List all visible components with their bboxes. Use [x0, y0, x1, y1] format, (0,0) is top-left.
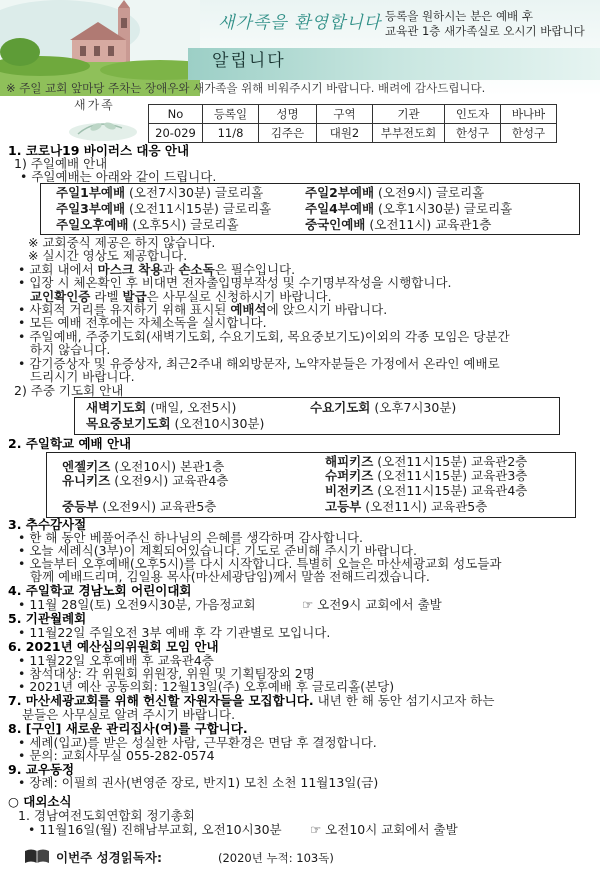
section-3-title: 3. 추수감사절: [8, 517, 87, 532]
school-name: 중등부: [62, 499, 99, 514]
table-cell: 20-029: [149, 124, 203, 143]
prayer-time: (매일, 오전5시): [146, 400, 237, 415]
keyword: 교인확인증: [30, 289, 91, 304]
table-cell: 부부전도회: [373, 124, 445, 143]
section-1-sub1: 1) 주일예배 안내: [14, 156, 108, 171]
outside-news-item: 1. 경남여전도회연합회 정기총회: [18, 808, 195, 823]
table-header-cell: 인도자: [445, 105, 501, 124]
guide-line: 교육관 1층 새가족실로 오시기 바랍니다: [385, 24, 585, 38]
condolence-line: • 장례: 이필희 권사(변영준 장로, 반지1) 모친 소천 11월13일(금): [18, 775, 379, 790]
section-6-title: 6. 2021년 예산심의위원회 모임 안내: [8, 639, 219, 654]
text: 은 사무실로 신청하시기 바랍니다.: [146, 289, 332, 304]
table-cell: 11/8: [203, 124, 259, 143]
budget-line-3: • 2021년 예산 공동의회: 12월13일(주) 오후예배 후 글로리홀(본당): [18, 679, 395, 694]
table-row: [149, 124, 557, 143]
text: 에 앉으시기 바랍니다.: [266, 302, 388, 317]
welcome-slogan: 새가족을 환영합니다: [218, 13, 382, 33]
table-header-cell: No: [149, 105, 203, 124]
school-name: 유니키즈: [62, 473, 111, 488]
school-uni: [62, 474, 228, 488]
section-2-title: 2. 주일학교 예배 안내: [8, 436, 132, 451]
hiring-line-2: • 문의: 교회사무실 055-282-0574: [18, 748, 215, 763]
table-cell: 한성구: [445, 124, 501, 143]
notice-title: 알립니다: [212, 51, 286, 71]
section-1-title: 1. 코로나19 바이러스 대응 안내: [8, 143, 190, 158]
monthly-meeting-line: • 11월22일 주일오전 3부 예배 후 각 기관별로 모입니다.: [18, 625, 331, 640]
school-name: 고등부: [325, 499, 362, 514]
service-name: 주일2부예배: [305, 185, 375, 200]
keyword: 예배석: [230, 302, 267, 317]
school-super: [325, 469, 527, 483]
school-time: (오전10시) 본관1층: [110, 459, 225, 474]
thanksgiving-line: • 한 해 동안 베풀어주신 하나님의 은혜를 생각하며 감사합니다.: [18, 530, 364, 545]
prayer-time: (오후7시30분): [370, 400, 457, 415]
new-family-label: 새가족: [74, 98, 115, 112]
bible-reading-label: 이번주 성경읽독자:: [56, 850, 162, 865]
prayer-name: 수요기도회: [310, 400, 371, 415]
worship-service-5: [56, 218, 239, 232]
evening-service-line-cont: 함께 예배드리며, 김일용 목사(마산세광담임)께서 말씀 전해드리겠습니다.: [30, 569, 430, 584]
stream-note: ※ 실시간 영상도 제공합니다.: [28, 248, 188, 263]
school-time: (오전11시) 교육관5층: [361, 499, 488, 514]
keyword: 손소독: [178, 262, 215, 277]
prayer-name: 목요중보기도회: [86, 416, 171, 431]
online-bullet: • 감기증상자 및 유증상자, 최근2주내 해외방문자, 노약자분들은 가정에서 온라인 예배로: [18, 356, 500, 371]
service-name: 주일오후예배: [56, 217, 129, 232]
table-cell: 대원2: [317, 124, 373, 143]
section-1-sub2: 2) 주중 기도회 안내: [14, 383, 124, 398]
leaf-decoration-icon: [66, 114, 140, 144]
meetings-bullet: • 주일예배, 주중기도회(새벽기도회, 수요기도회, 목요중보기도)이외의 각종 모임은 당분간: [18, 329, 510, 344]
section-5-title: 5. 기관월례회: [8, 611, 87, 626]
keyword: 마스크 착용: [97, 262, 163, 277]
prayer-wednesday: [310, 401, 456, 415]
volunteer-line: 분들은 사무실로 알려 주시기 바랍니다.: [22, 707, 236, 722]
table-header-cell: 등록일: [203, 105, 259, 124]
school-high: [325, 500, 487, 514]
title-rest: 내년 한 해 동안 섬기시고자 하는: [313, 693, 495, 708]
text: • 사회적 거리를 유지하기 위해 표시된: [18, 302, 231, 317]
text: 라벨: [90, 289, 123, 304]
prayer-time: (오전10시30분): [170, 416, 265, 431]
school-name: 엔젤키즈: [62, 459, 111, 474]
bible-reading-count: (2020년 누적: 103독): [218, 851, 334, 865]
section-4-title: 4. 주일학교 경남노회 어린이대회: [8, 583, 192, 598]
worship-service-6: [305, 218, 491, 232]
school-vision: [325, 484, 527, 498]
budget-line-1: • 11월22일 오후예배 후 교육관4층: [18, 653, 214, 668]
service-name: 주일3부예배: [56, 201, 126, 216]
text: 은 필수입니다.: [214, 262, 296, 277]
service-name: 중국인예배: [305, 217, 366, 232]
hiring-line-1: • 세례(입교)를 받은 성실한 사람, 근무환경은 면담 후 결정합니다.: [18, 735, 377, 750]
section-8-title: 8. [구인] 새로운 관리집사(여)를 구합니다.: [8, 721, 248, 736]
text: • 교회 내에서: [18, 262, 98, 277]
worship-intro: • 주일예배는 아래와 같이 드립니다.: [20, 169, 217, 184]
outside-news-line: • 11월16일(월) 진해남부교회, 오전10시30분: [28, 822, 282, 837]
prayer-dawn: [86, 401, 236, 415]
worship-service-2: [305, 186, 484, 200]
disinfect-bullet: • 모든 예배 전후에는 자체소독을 실시합니다.: [18, 315, 267, 330]
school-time: (오전11시15분) 교육관4층: [373, 483, 528, 498]
evening-service-line: • 오늘부터 오후예배(오후5시)를 다시 시작합니다. 특별히 오늘은 마산세광교회 성도들과: [18, 556, 502, 571]
service-name: 주일1부예배: [56, 185, 126, 200]
meetings-bullet-cont: 하지 않습니다.: [30, 342, 111, 357]
prayer-thursday: [86, 417, 264, 431]
school-time: (오전9시) 교육관4층: [110, 473, 229, 488]
section-9-title: 9. 교우동정: [8, 762, 75, 777]
online-bullet-cont: 드리시기 바랍니다.: [30, 369, 135, 384]
service-time: (오전11시15분) 글로리홀: [125, 201, 272, 216]
school-name: 해피키즈: [325, 454, 374, 469]
children-event-departure: ☞ 오전9시 교회에서 출발: [302, 597, 442, 612]
section-7-title: [8, 694, 494, 708]
service-time: (오전11시) 교육관1층: [365, 217, 492, 232]
new-family-table: [148, 104, 557, 143]
worship-service-4: [305, 202, 512, 216]
table-cell: 한성구: [501, 124, 557, 143]
school-name: 비전키즈: [325, 483, 374, 498]
table-header-cell: 기관: [373, 105, 445, 124]
registration-guide: [385, 9, 585, 39]
school-happy: [325, 455, 527, 469]
text: 과: [162, 262, 179, 277]
service-time: (오후5시) 글로리홀: [128, 217, 239, 232]
table-header-cell: 바나바: [501, 105, 557, 124]
table-header-cell: 구역: [317, 105, 373, 124]
school-middle: [62, 500, 216, 514]
service-time: (오전7시30분) 글로리홀: [125, 185, 264, 200]
outside-news-departure: ☞ 오전10시 교회에서 출발: [310, 822, 458, 837]
entry-bullet: • 입장 시 체온확인 후 비대면 전자출입명부작성 및 수기명부작성을 시행합니다.: [18, 275, 452, 290]
children-event-line: • 11월 28일(토) 오전9시30분, 가음정교회: [18, 597, 256, 612]
budget-line-2: • 참석대상: 각 위원회 위원장, 위원 및 기획팀장외 2명: [18, 666, 315, 681]
guide-line: 등록을 원하시는 분은 예배 후: [385, 9, 533, 23]
service-time: (오후1시30분) 글로리홀: [374, 201, 513, 216]
worship-service-1: [56, 186, 263, 200]
table-header-cell: 성명: [259, 105, 317, 124]
school-time: (오전11시15분) 교육관2층: [373, 454, 528, 469]
school-name: 슈퍼키즈: [325, 468, 374, 483]
keyword: 발급: [122, 289, 147, 304]
lunch-note: ※ 교회중식 제공은 하지 않습니다.: [28, 235, 216, 250]
worship-service-3: [56, 202, 271, 216]
open-book-icon: [24, 848, 50, 864]
outside-news-title: ○ 대외소식: [8, 794, 72, 809]
table-header-row: [149, 105, 557, 124]
parking-note: ※ 주일 교회 앞마당 주차는 장애우와 새가족을 위해 비워주시기 바랍니다. 배려에 감사드립니다.: [6, 81, 486, 95]
prayer-name: 새벽기도회: [86, 400, 147, 415]
table-cell: 김주은: [259, 124, 317, 143]
school-time: (오전9시) 교육관5층: [98, 499, 217, 514]
baptism-line: • 오늘 세례식(3부)이 계획되어있습니다. 기도로 준비해 주시기 바랍니다.: [18, 543, 417, 558]
title-bold: 7. 마산세광교회를 위해 헌신할 자원자들을 모집합니다.: [8, 693, 314, 708]
school-angel: [62, 460, 224, 474]
service-time: (오전9시) 글로리홀: [374, 185, 485, 200]
school-time: (오전11시15분) 교육관3층: [373, 468, 528, 483]
service-name: 주일4부예배: [305, 201, 375, 216]
